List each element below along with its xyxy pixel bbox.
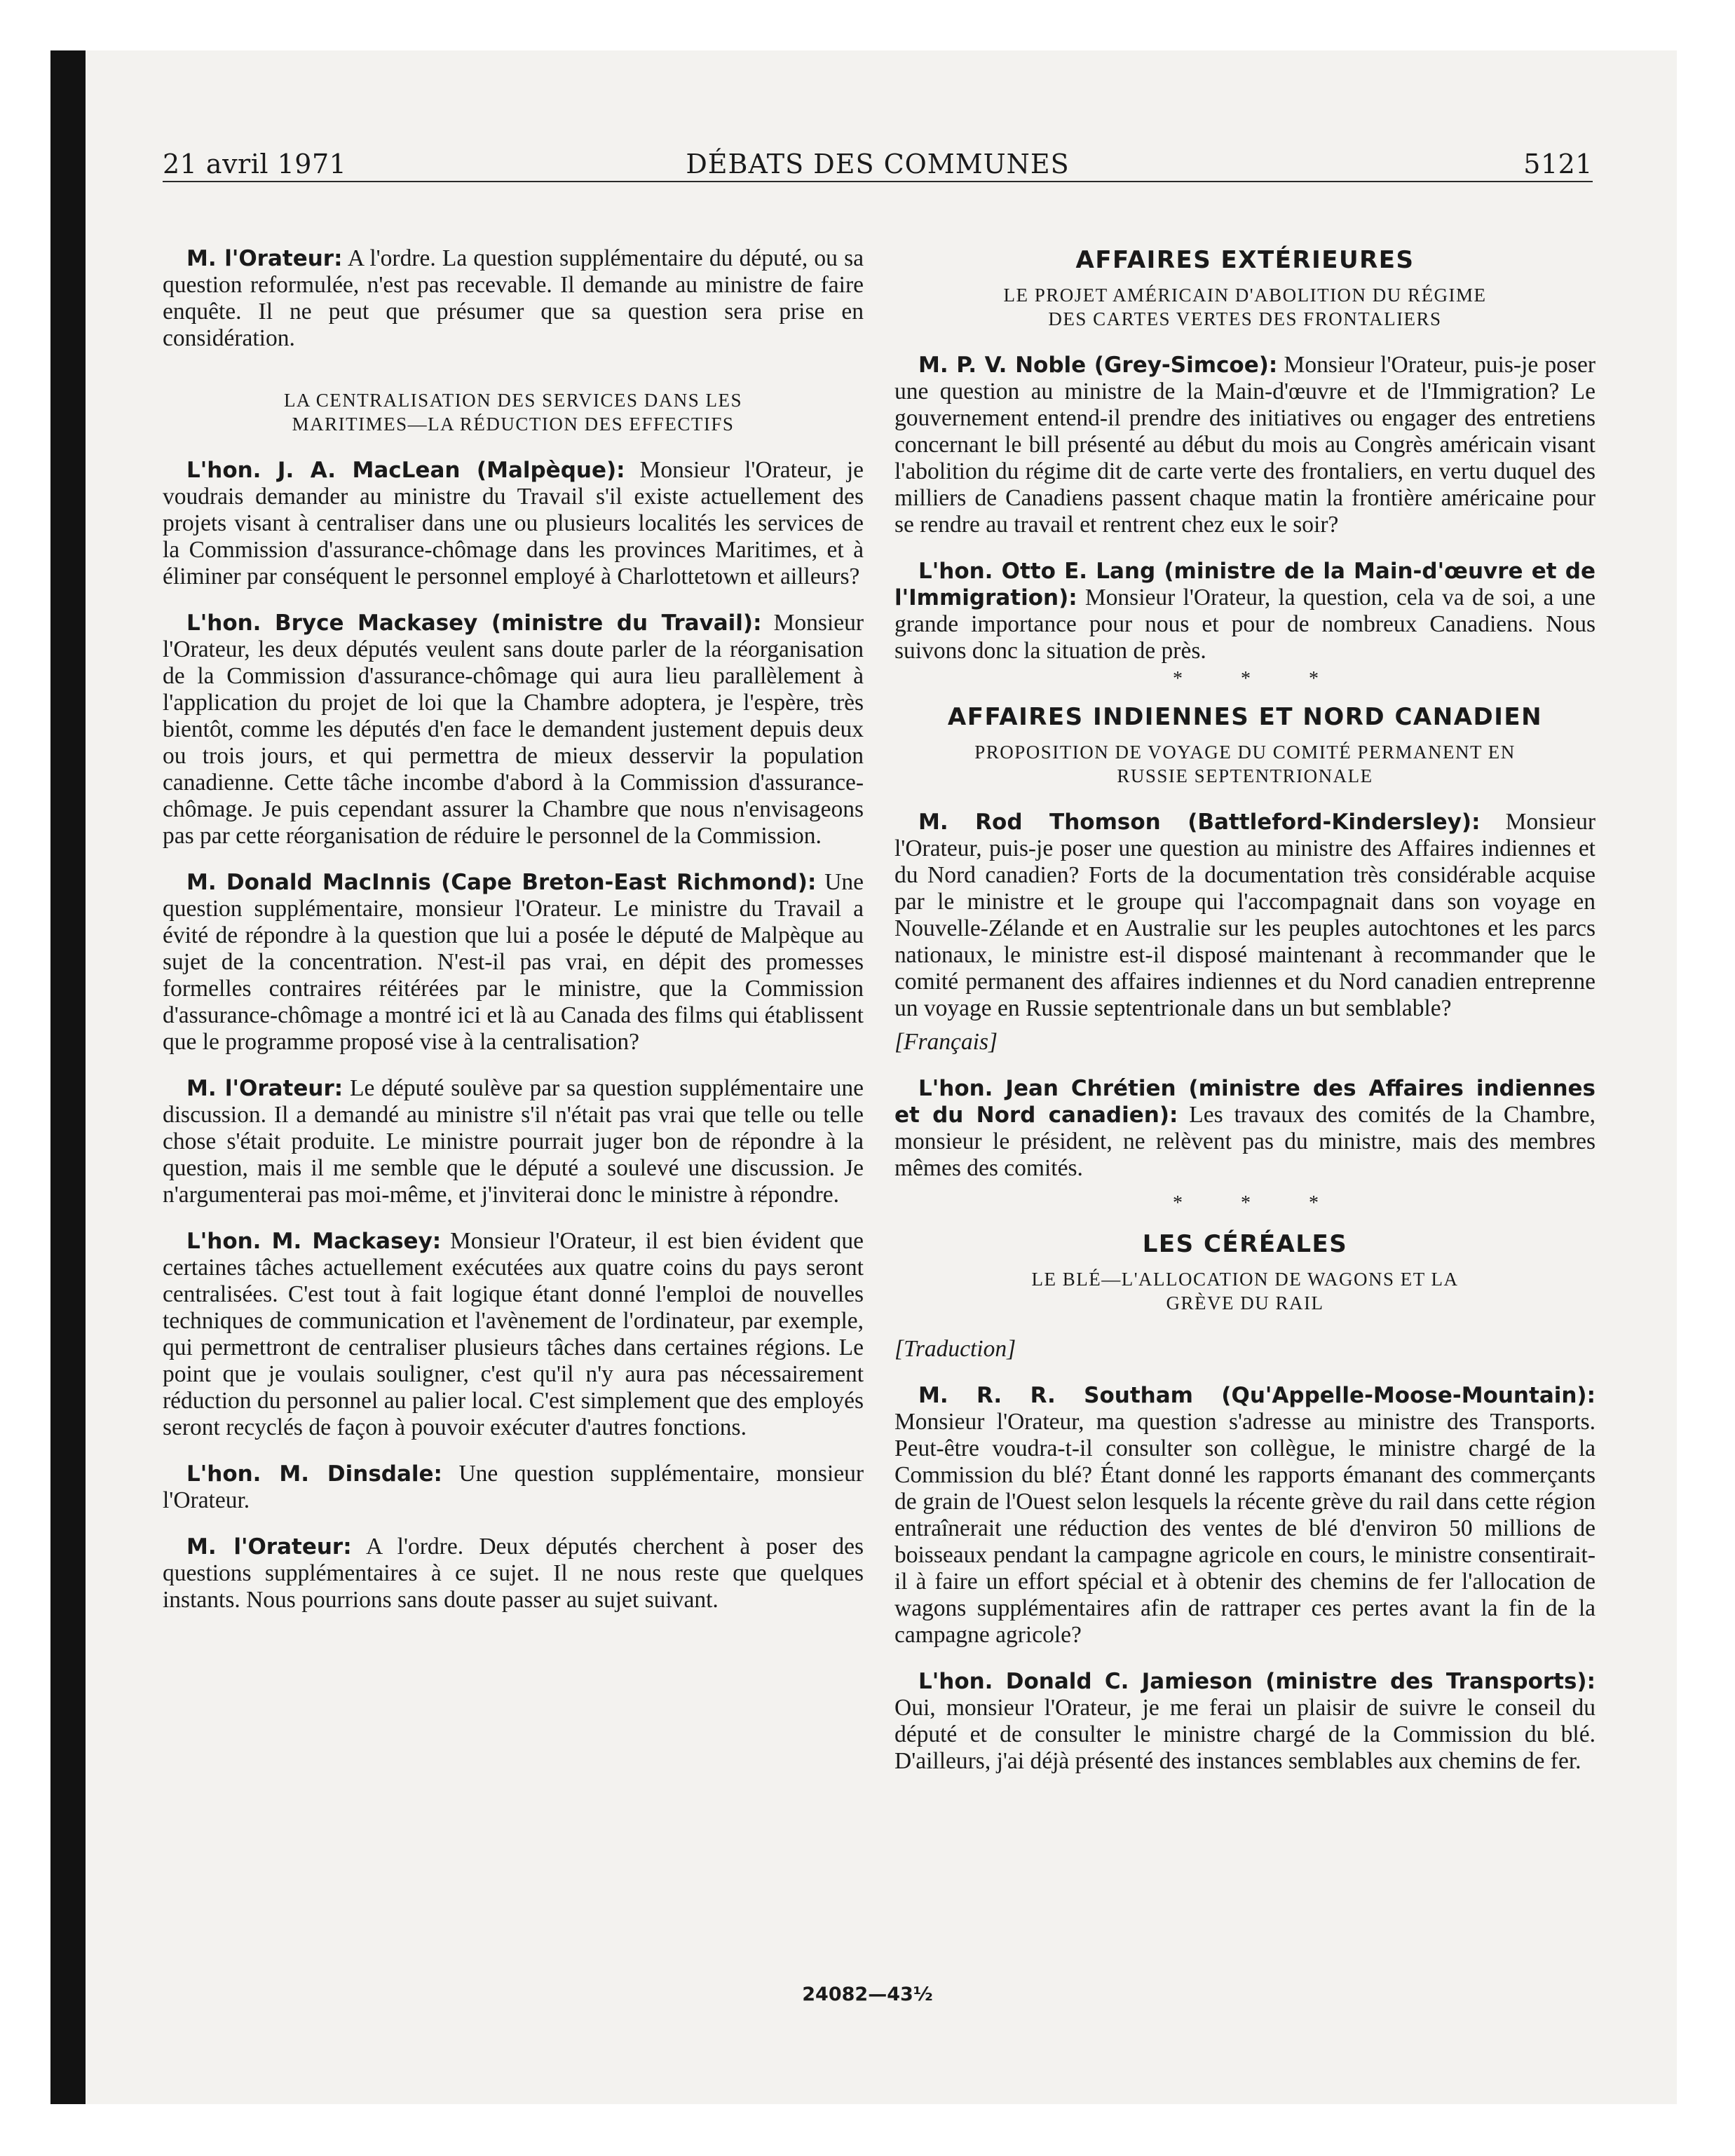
- paragraph: [163, 610, 864, 850]
- speaker-name: M. l'Orateur:: [186, 246, 343, 271]
- header-rule: [163, 181, 1593, 182]
- paragraph: [894, 1382, 1595, 1649]
- left-column: [163, 245, 864, 1633]
- speaker-name: L'hon. Donald C. Jamieson (ministre des Transports):: [918, 1669, 1595, 1694]
- section-separator: * * *: [1173, 1192, 1345, 1214]
- speech-text: Monsieur l'Orateur, je voudrais demander au ministre du Travail s'il existe actuellement des projets visant à centraliser dans une ou plusieurs localités les services de la Commission d'assurance-chômage dans les provinces Maritimes, et à éliminer par conséquent le personnel employé à Charlottetown et ailleurs?: [163, 457, 864, 589]
- speaker-name: M. l'Orateur:: [186, 1076, 343, 1101]
- subheading-line: LA CENTRALISATION DES SERVICES DANS LES: [283, 390, 743, 411]
- header-title: DÉBATS DES COMMUNES: [686, 149, 1070, 179]
- paragraph: [894, 809, 1595, 1022]
- subheading-line: LE PROJET AMÉRICAIN D'ABOLITION DU RÉGIME: [1003, 285, 1487, 306]
- paragraph: [163, 457, 864, 590]
- page-header: [163, 149, 1593, 184]
- subheading: [894, 740, 1595, 788]
- right-column: [894, 245, 1595, 1794]
- speaker-name: L'hon. Jean Chrétien (ministre des Affaires indiennes et du Nord canadien):: [894, 1076, 1595, 1128]
- speaker-name: M. R. R. Southam (Qu'Appelle-Moose-Mountain):: [918, 1383, 1595, 1408]
- section-title: LES CÉRÉALES: [1142, 1230, 1348, 1258]
- speaker-name: L'hon. M. Dinsdale:: [186, 1461, 442, 1487]
- paragraph: [163, 869, 864, 1056]
- language-marker: [Traduction]: [894, 1336, 1016, 1362]
- language-marker: [Français]: [894, 1029, 998, 1055]
- speech-text: Monsieur l'Orateur, puis-je poser une question au ministre de la Main-d'œuvre et de l'Immigration? Le gouvernement entend-il prendre des initiatives ou engager des entretiens concernant le bill présenté au début du mois au Congrès américain visant l'abolition du régime dit de carte verte des frontaliers, en vertu duquel des milliers de Canadiens passent chaque matin la frontière américaine pour se rendre au travail et rentrent chez eux le soir?: [894, 352, 1595, 538]
- subheading-line: PROPOSITION DE VOYAGE DU COMITÉ PERMANENT EN: [974, 742, 1516, 763]
- paragraph: [163, 1075, 864, 1208]
- speaker-name: M. P. V. Noble (Grey-Simcoe):: [918, 353, 1278, 378]
- paragraph: [163, 1228, 864, 1441]
- speaker-name: M. l'Orateur:: [186, 1534, 352, 1560]
- subheading-line: DES CARTES VERTES DES FRONTALIERS: [1048, 308, 1442, 329]
- paragraph: [163, 1461, 864, 1514]
- speaker-name: M. Donald MacInnis (Cape Breton-East Richmond):: [186, 870, 817, 895]
- header-date: 21 avril 1971: [163, 149, 347, 179]
- speaker-name: L'hon. Bryce Mackasey (ministre du Travail):: [186, 610, 762, 636]
- subheading: [894, 283, 1595, 331]
- section-separator: * * *: [1173, 668, 1345, 690]
- subheading-line: LE BLÉ—L'ALLOCATION DE WAGONS ET LA: [1031, 1269, 1459, 1290]
- speech-text: Oui, monsieur l'Orateur, je me ferai un plaisir de suivre le conseil du député et de consulter le ministre chargé de la Commission du blé. D'ailleurs, j'ai déjà présenté des instances semblables aux chemins de fer.: [894, 1695, 1595, 1774]
- speech-text: A l'ordre. Deux députés cherchent à poser des questions supplémentaires à ce sujet. Il ne nous reste que quelques instants. Nous pourrions sans doute passer au sujet suivant.: [163, 1534, 864, 1613]
- speech-text: A l'ordre. La question supplémentaire du député, ou sa question reformulée, n'est pas recevable. Il demande au ministre de faire enquête. Il ne peut que présumer que sa question sera prise en considération.: [163, 245, 864, 351]
- speech-text: Le député soulève par sa question supplémentaire une discussion. Il a demandé au ministre s'il n'était pas vrai que telle ou telle chose s'était produite. Le ministre pourrait juger bon de répondre à la question, mais il me semble que le député a soulevé une discussion. Je n'argumenterai pas moi-même, et j'inviterai donc le ministre à répondre.: [163, 1075, 864, 1208]
- speech-text: Monsieur l'Orateur, il est bien évident que certaines tâches actuellement exécutées aux quatre coins du pays seront centralisées. C'est tout à fait logique étant donné l'emploi de nouvelles techniques de communication et l'avènement de l'ordinateur, par exemple, qui permettront de centraliser plusieurs tâches dans certaines régions. Le point que je voulais souligner, c'est qu'il n'y aura pas nécessairement réduction du personnel au palier local. C'est simplement que des employés seront recyclés de façon à pouvoir exécuter d'autres fonctions.: [163, 1228, 864, 1440]
- subheading: [163, 388, 864, 436]
- speech-text: Une question supplémentaire, monsieur l'Orateur. Le ministre du Travail a évité de répondre à la question que lui a posée le député de Malpèque au sujet de la concentration. N'est-il pas vrai, en dépit des promesses formelles contraires réitérées par le ministre, que la Commission d'assurance-chômage a montré ici et là au Canada des films qui établissent que le programme proposé vise à la centralisation?: [163, 869, 864, 1055]
- speech-text: Monsieur l'Orateur, la question, cela va de soi, a une grande importance pour nous et pour de nombreux Canadiens. Nous suivons donc la situation de près.: [894, 585, 1595, 664]
- speech-text: Monsieur l'Orateur, puis-je poser une question au ministre des Affaires indiennes et du Nord canadien? Forts de la documentation très considérable acquise par le ministre et le groupe qui l'accompagnait dans son voyage en Nouvelle-Zélande et en Australie sur les peuples autochtones et les parcs nationaux, le ministre est-il disposé maintenant à recommander que le comité permanent des affaires indiennes et du Nord canadien entreprenne un voyage en Russie septentrionale dans un but semblable?: [894, 809, 1595, 1021]
- subheading-line: RUSSIE SEPTENTRIONALE: [1117, 765, 1373, 786]
- subheading-line: GRÈVE DU RAIL: [1166, 1292, 1324, 1314]
- paragraph: [163, 1534, 864, 1613]
- speech-text: Monsieur l'Orateur, ma question s'adresse au ministre des Transports. Peut-être voudra-t-il consulter son collègue, le ministre chargé de la Commission du blé? Étant donné les rapports émanant des commerçants de grain de l'Ouest selon lesquels la récente grève du rail dans cette région entraînerait une réduction des ventes de blé d'environ 50 millions de boisseaux pendant la campagne agricole en cours, le ministre consentirait-il à faire un effort spécial et à obtenir des chemins de fer l'allocation de wagons supplémentaires afin de rattraper ces pertes avant la fin de la campagne agricole?: [894, 1409, 1595, 1648]
- speech-text: Les travaux des comités de la Chambre, monsieur le président, ne relèvent pas du ministre, mais des membres mêmes des comités.: [894, 1102, 1595, 1181]
- paragraph: [894, 1075, 1595, 1182]
- speaker-name: M. Rod Thomson (Battleford-Kindersley):: [918, 810, 1481, 835]
- paragraph: [894, 558, 1595, 664]
- paragraph: [894, 1668, 1595, 1775]
- subheading-line: MARITIMES—LA RÉDUCTION DES EFFECTIFS: [292, 414, 735, 435]
- section-title: AFFAIRES EXTÉRIEURES: [1075, 246, 1415, 274]
- print-code: 24082—43½: [802, 1984, 933, 2005]
- paragraph: [894, 352, 1595, 538]
- speaker-name: L'hon. M. Mackasey:: [186, 1229, 442, 1254]
- binding-edge: [50, 50, 86, 2104]
- speaker-name: L'hon. J. A. MacLean (Malpèque):: [186, 458, 625, 483]
- subheading: [894, 1267, 1595, 1315]
- speaker-name: L'hon. Otto E. Lang (ministre de la Main-d'œuvre et de l'Immigration):: [894, 559, 1595, 610]
- paragraph: [163, 245, 864, 352]
- speech-text: Une question supplémentaire, monsieur l'Orateur.: [163, 1461, 864, 1513]
- page-number: 5121: [1523, 149, 1593, 179]
- speech-text: Monsieur l'Orateur, les deux députés veulent sans doute parler de la réorganisation de la Commission d'assurance-chômage qui aura lieu parallèlement à l'application du projet de loi que la Chambre adoptera, je l'espère, très bientôt, comme les députés d'en face le demandent justement depuis deux ou trois jours, et qui permettra de mieux desservir la population canadienne. Cette tâche incombe d'abord à la Commission d'assurance-chômage. Je puis cependant assurer la Chambre que nous n'envisageons pas par cette réorganisation de réduire le personnel de la Commission.: [163, 610, 864, 849]
- section-title: AFFAIRES INDIENNES ET NORD CANADIEN: [947, 703, 1543, 731]
